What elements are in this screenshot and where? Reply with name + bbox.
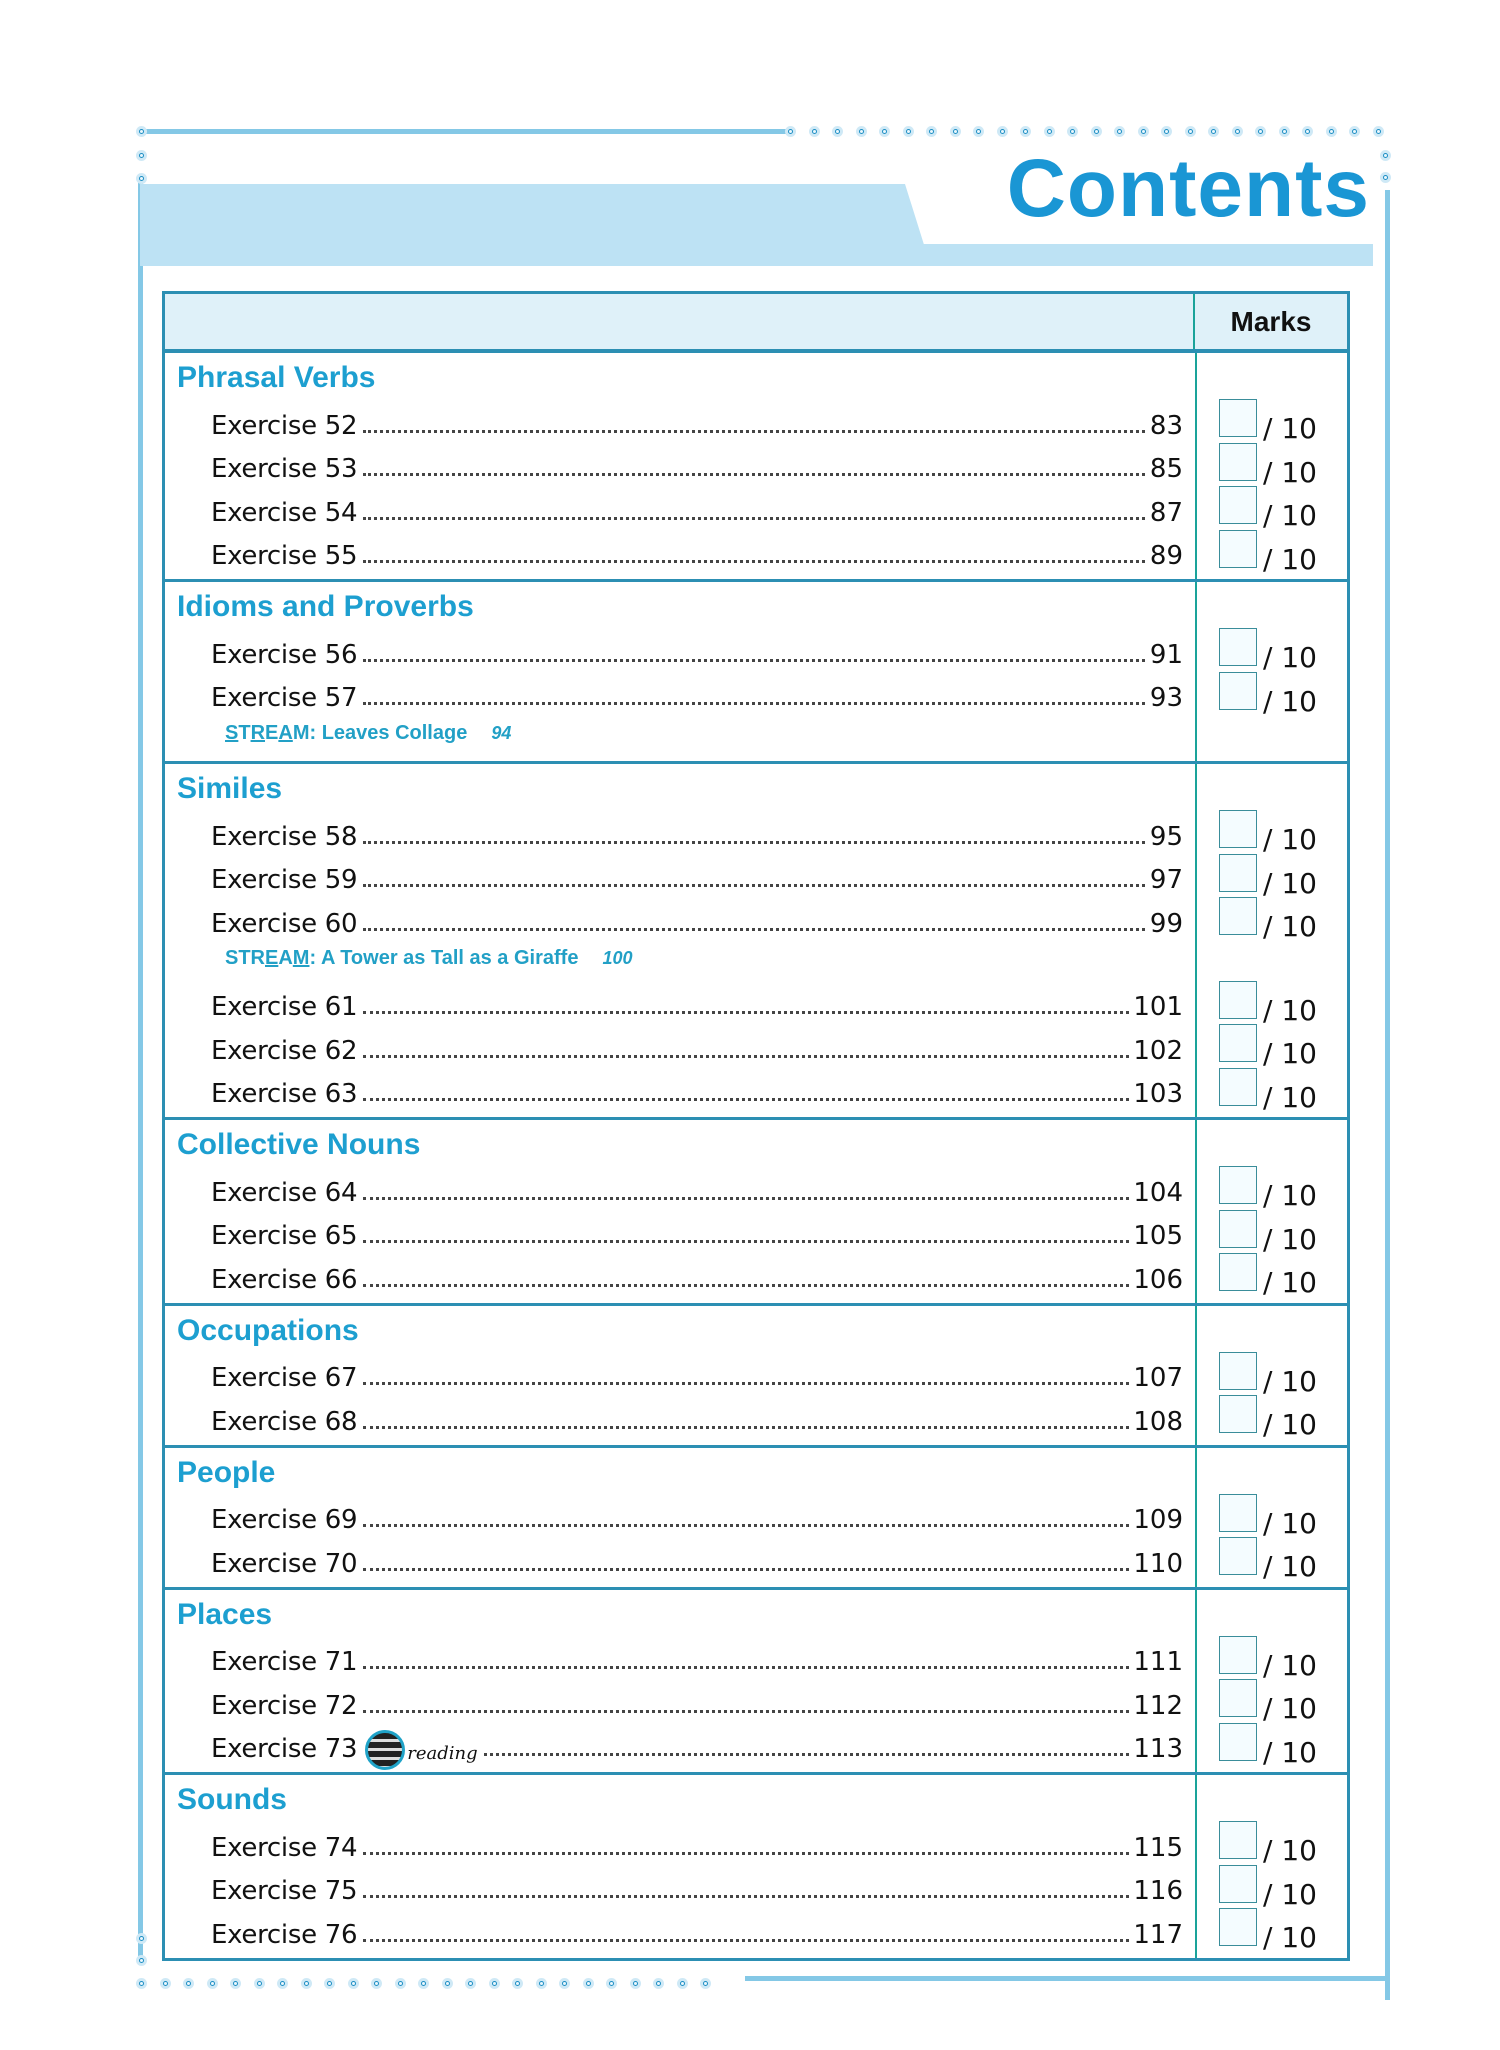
frame-dot xyxy=(136,150,147,161)
marks-entry xyxy=(1219,628,1317,674)
page-number: 83 xyxy=(1149,410,1183,441)
marks-entry xyxy=(1219,1253,1317,1299)
marks-entry xyxy=(1219,1494,1317,1540)
marks-input-box[interactable] xyxy=(1219,1166,1257,1204)
section-title: Collective Nouns xyxy=(177,1128,421,1161)
exercise-label: Exercise 76 xyxy=(211,1919,358,1950)
marks-out-of: / 10 xyxy=(1263,1648,1317,1682)
frame-dot xyxy=(136,1978,147,1989)
marks-out-of: / 10 xyxy=(1263,1877,1317,1911)
marks-out-of: / 10 xyxy=(1263,866,1317,900)
dot-leader xyxy=(363,1939,1129,1942)
frame-top-line xyxy=(145,129,790,134)
section-places xyxy=(165,1590,1347,1776)
page-number: 113 xyxy=(1133,1734,1183,1764)
frame-right-line xyxy=(1385,190,1390,2000)
dot-leader xyxy=(363,1055,1129,1058)
section-marks xyxy=(1195,1775,1347,1958)
section-similes xyxy=(165,764,1347,1120)
section-marks xyxy=(1195,1448,1347,1587)
exercise-label: Exercise 62 xyxy=(211,1035,358,1066)
frame-dot xyxy=(301,1978,312,1989)
exercise-label: Exercise 55 xyxy=(211,541,358,571)
section-marks xyxy=(1195,1590,1347,1773)
page-number: 89 xyxy=(1149,541,1183,571)
stream-activity-link[interactable] xyxy=(177,939,1183,979)
section-idioms-and-proverbs xyxy=(165,582,1347,764)
frame-dot xyxy=(1349,126,1360,137)
marks-input-box[interactable] xyxy=(1219,672,1257,710)
exercise-label: Exercise 54 xyxy=(211,497,358,528)
dot-leader xyxy=(363,659,1145,662)
marks-out-of: / 10 xyxy=(1263,1408,1317,1441)
frame-dot xyxy=(856,126,867,137)
exercise-row[interactable] xyxy=(177,1208,1183,1252)
exercise-label: Exercise 73 xyxy=(211,1734,358,1764)
frame-dot xyxy=(926,126,937,137)
exercise-row[interactable] xyxy=(177,895,1183,939)
stream-page-number: 100 xyxy=(602,948,633,968)
marks-entry xyxy=(1219,1865,1317,1911)
section-title: Sounds xyxy=(177,1783,287,1816)
marks-out-of: / 10 xyxy=(1263,1834,1317,1867)
frame-dot xyxy=(395,1978,406,1989)
frame-bottom-line xyxy=(745,1976,1390,1981)
page-number: 105 xyxy=(1133,1221,1183,1251)
page-number: 112 xyxy=(1133,1690,1183,1721)
frame-dot xyxy=(1279,126,1290,137)
section-topics xyxy=(165,582,1195,761)
marks-entry xyxy=(1219,854,1317,900)
section-marks xyxy=(1195,353,1347,579)
exercise-label: Exercise 69 xyxy=(211,1505,358,1535)
exercise-row[interactable] xyxy=(177,1164,1183,1208)
exercise-row[interactable] xyxy=(177,1634,1183,1678)
section-sounds xyxy=(165,1775,1347,1958)
frame-dot xyxy=(418,1978,429,1989)
marks-input-box[interactable] xyxy=(1219,399,1257,437)
dot-leader xyxy=(363,928,1145,931)
exercise-label: Exercise 58 xyxy=(211,821,358,852)
exercise-label: Exercise 53 xyxy=(211,454,358,484)
exercise-row[interactable] xyxy=(177,1066,1183,1110)
frame-dot xyxy=(536,1978,547,1989)
marks-input-box[interactable] xyxy=(1219,1865,1257,1903)
section-collective-nouns xyxy=(165,1120,1347,1306)
dot-leader xyxy=(363,1382,1129,1385)
frame-dot xyxy=(832,126,843,137)
table-header-marks: Marks xyxy=(1193,294,1347,349)
frame-dot xyxy=(160,1978,171,1989)
section-marks xyxy=(1195,764,1347,1117)
marks-out-of: / 10 xyxy=(1263,1364,1317,1398)
frame-dot xyxy=(1380,150,1391,161)
exercise-row[interactable] xyxy=(177,1819,1183,1863)
page-number: 99 xyxy=(1149,908,1183,939)
exercise-label: Exercise 57 xyxy=(211,683,358,713)
dot-leader xyxy=(363,1284,1129,1287)
section-topics xyxy=(165,1775,1195,1958)
marks-input-box[interactable] xyxy=(1219,1068,1257,1106)
marks-input-box[interactable] xyxy=(1219,1253,1257,1291)
section-people xyxy=(165,1448,1347,1590)
marks-out-of: / 10 xyxy=(1263,1080,1317,1114)
marks-out-of: / 10 xyxy=(1263,1037,1317,1070)
exercise-row[interactable] xyxy=(177,1350,1183,1394)
page-number: 103 xyxy=(1133,1079,1183,1109)
marks-out-of: / 10 xyxy=(1263,1506,1317,1540)
marks-input-box[interactable] xyxy=(1219,1636,1257,1674)
frame-dot xyxy=(136,126,147,137)
marks-entry xyxy=(1219,1723,1317,1769)
frame-dot xyxy=(973,126,984,137)
frame-dot xyxy=(997,126,1008,137)
frame-dot xyxy=(512,1978,523,1989)
marks-entry xyxy=(1219,443,1317,489)
page-number: 97 xyxy=(1149,865,1183,895)
marks-input-box[interactable] xyxy=(1219,443,1257,481)
marks-out-of: / 10 xyxy=(1263,1266,1317,1299)
section-title: Places xyxy=(177,1597,273,1631)
dot-leader xyxy=(363,1197,1129,1200)
dot-leader xyxy=(363,1098,1129,1101)
marks-out-of: / 10 xyxy=(1263,1550,1317,1583)
exercise-label: Exercise 60 xyxy=(211,908,358,939)
dot-leader xyxy=(363,884,1145,887)
frame-dot xyxy=(809,126,820,137)
exercise-row[interactable] xyxy=(177,626,1183,670)
stream-label: STREAM: Leaves Collage xyxy=(225,721,468,744)
dot-leader xyxy=(363,473,1145,476)
frame-dot xyxy=(136,173,147,184)
marks-input-box[interactable] xyxy=(1219,1210,1257,1248)
dot-leader xyxy=(363,1568,1129,1571)
exercise-row[interactable] xyxy=(177,1492,1183,1536)
marks-out-of: / 10 xyxy=(1263,542,1317,576)
section-topics xyxy=(165,1590,1195,1773)
frame-dot xyxy=(1138,126,1149,137)
marks-input-box[interactable] xyxy=(1219,1352,1257,1390)
frame-dot xyxy=(950,126,961,137)
frame-dot xyxy=(442,1978,453,1989)
section-marks xyxy=(1195,1306,1347,1445)
section-topics xyxy=(165,1448,1195,1587)
section-title: Phrasal Verbs xyxy=(177,361,376,394)
marks-input-box[interactable] xyxy=(1219,1024,1257,1062)
frame-dot xyxy=(1161,126,1172,137)
frame-dot xyxy=(230,1978,241,1989)
page-number: 115 xyxy=(1133,1832,1183,1863)
exercise-label: Exercise 72 xyxy=(211,1690,358,1721)
marks-out-of: / 10 xyxy=(1263,641,1317,674)
dot-leader xyxy=(363,517,1145,520)
exercise-row[interactable] xyxy=(177,1251,1183,1295)
exercise-row[interactable] xyxy=(177,1535,1183,1579)
dot-leader xyxy=(363,1666,1129,1669)
marks-entry xyxy=(1219,672,1317,718)
marks-input-box[interactable] xyxy=(1219,854,1257,892)
exercise-row[interactable] xyxy=(177,1393,1183,1437)
exercise-label: Exercise 71 xyxy=(211,1647,358,1677)
dot-leader xyxy=(363,841,1145,844)
exercise-row[interactable] xyxy=(177,441,1183,485)
exercise-row[interactable] xyxy=(177,979,1183,1023)
marks-entry xyxy=(1219,1908,1317,1954)
marks-out-of: / 10 xyxy=(1263,1921,1317,1954)
exercise-label: Exercise 67 xyxy=(211,1363,358,1393)
table-header xyxy=(165,294,1347,353)
section-title: Occupations xyxy=(177,1313,359,1347)
exercise-row[interactable] xyxy=(177,1863,1183,1907)
frame-dot xyxy=(136,1933,147,1944)
marks-entry xyxy=(1219,981,1317,1027)
marks-out-of: / 10 xyxy=(1263,455,1317,489)
frame-dot xyxy=(1044,126,1055,137)
marks-entry xyxy=(1219,1068,1317,1114)
frame-dot xyxy=(324,1978,335,1989)
marks-entry xyxy=(1219,1352,1317,1398)
marks-entry xyxy=(1219,1166,1317,1212)
frame-dot xyxy=(1255,126,1266,137)
exercise-label: Exercise 66 xyxy=(211,1264,358,1295)
marks-out-of: / 10 xyxy=(1263,1222,1317,1256)
section-title: Idioms and Proverbs xyxy=(177,590,474,623)
marks-out-of: / 10 xyxy=(1263,1179,1317,1212)
frame-dot xyxy=(136,1955,147,1966)
section-topics xyxy=(165,353,1195,579)
frame-dot xyxy=(630,1978,641,1989)
dot-leader xyxy=(484,1753,1130,1756)
frame-dot xyxy=(700,1978,711,1989)
dot-leader xyxy=(363,430,1145,433)
page-number: 91 xyxy=(1149,639,1183,670)
page-number: 101 xyxy=(1133,992,1183,1022)
exercise-label: Exercise 68 xyxy=(211,1406,358,1437)
marks-input-box[interactable] xyxy=(1219,1679,1257,1717)
marks-entry xyxy=(1219,897,1317,943)
marks-input-box[interactable] xyxy=(1219,530,1257,568)
frame-dot xyxy=(1232,126,1243,137)
marks-out-of: / 10 xyxy=(1263,499,1317,532)
section-marks xyxy=(1195,1120,1347,1303)
exercise-row[interactable] xyxy=(177,808,1183,852)
frame-dot xyxy=(785,126,796,137)
marks-input-box[interactable] xyxy=(1219,981,1257,1019)
frame-left-line xyxy=(138,180,143,1960)
page-number: 95 xyxy=(1149,821,1183,852)
section-title: People xyxy=(177,1455,276,1489)
page-number: 116 xyxy=(1133,1876,1183,1906)
frame-dot xyxy=(1114,126,1125,137)
frame-dot xyxy=(183,1978,194,1989)
exercise-row[interactable] xyxy=(177,1906,1183,1950)
marks-input-box[interactable] xyxy=(1219,1821,1257,1859)
marks-input-box[interactable] xyxy=(1219,628,1257,666)
marks-entry xyxy=(1219,399,1317,445)
marks-out-of: / 10 xyxy=(1263,823,1317,856)
exercise-row[interactable] xyxy=(177,528,1183,572)
table-header-topic xyxy=(165,294,1193,349)
contents-table xyxy=(162,291,1350,1961)
page-number: 93 xyxy=(1149,683,1183,713)
marks-entry xyxy=(1219,1395,1317,1441)
marks-input-box[interactable] xyxy=(1219,486,1257,524)
marks-out-of: / 10 xyxy=(1263,1735,1317,1769)
frame-dot xyxy=(1185,126,1196,137)
reading-badge-label: reading xyxy=(407,1743,478,1764)
marks-input-box[interactable] xyxy=(1219,1537,1257,1575)
page-number: 108 xyxy=(1133,1406,1183,1437)
marks-entry xyxy=(1219,1210,1317,1256)
frame-dot xyxy=(606,1978,617,1989)
exercise-row[interactable] xyxy=(177,1721,1183,1765)
dot-leader xyxy=(363,1524,1129,1527)
marks-entry xyxy=(1219,1537,1317,1583)
section-marks xyxy=(1195,582,1347,761)
exercise-label: Exercise 61 xyxy=(211,992,358,1022)
frame-dot xyxy=(465,1978,476,1989)
marks-entry xyxy=(1219,1024,1317,1070)
frame-dot xyxy=(348,1978,359,1989)
marks-out-of: / 10 xyxy=(1263,1692,1317,1725)
page-number: 106 xyxy=(1133,1264,1183,1295)
page-number: 107 xyxy=(1133,1363,1183,1393)
marks-input-box[interactable] xyxy=(1219,897,1257,935)
frame-dot xyxy=(1067,126,1078,137)
section-topics xyxy=(165,1120,1195,1303)
dot-leader xyxy=(363,1895,1129,1898)
exercise-label: Exercise 56 xyxy=(211,639,358,670)
marks-entry xyxy=(1219,530,1317,576)
marks-entry xyxy=(1219,810,1317,856)
exercise-label: Exercise 75 xyxy=(211,1876,358,1906)
dot-leader xyxy=(363,1852,1129,1855)
marks-out-of: / 10 xyxy=(1263,684,1317,718)
marks-entry xyxy=(1219,1679,1317,1725)
stream-activity-link[interactable] xyxy=(177,713,1183,753)
frame-dot xyxy=(254,1978,265,1989)
section-phrasal-verbs xyxy=(165,353,1347,582)
dot-leader xyxy=(363,1011,1129,1014)
marks-out-of: / 10 xyxy=(1263,993,1317,1027)
marks-entry xyxy=(1219,1821,1317,1867)
frame-dot xyxy=(653,1978,664,1989)
dot-leader xyxy=(363,1710,1129,1713)
frame-dot xyxy=(371,1978,382,1989)
page-number: 104 xyxy=(1133,1177,1183,1208)
marks-entry xyxy=(1219,1636,1317,1682)
frame-dot xyxy=(583,1978,594,1989)
exercise-row[interactable] xyxy=(177,670,1183,714)
sections-container xyxy=(165,353,1347,1958)
frame-dot xyxy=(489,1978,500,1989)
frame-dot xyxy=(903,126,914,137)
section-topics xyxy=(165,764,1195,1117)
page-title: Contents xyxy=(1006,143,1370,234)
page-number: 87 xyxy=(1149,497,1183,528)
stream-label: STREAM: A Tower as Tall as a Giraffe xyxy=(225,947,579,969)
marks-input-box[interactable] xyxy=(1219,1908,1257,1946)
marks-input-box[interactable] xyxy=(1219,1494,1257,1532)
frame-dot xyxy=(1208,126,1219,137)
section-title: Similes xyxy=(177,772,283,805)
reading-icon xyxy=(365,1730,405,1770)
page-number: 111 xyxy=(1133,1647,1183,1677)
frame-dot xyxy=(559,1978,570,1989)
frame-dot xyxy=(1091,126,1102,137)
exercise-label: Exercise 52 xyxy=(211,410,358,441)
exercise-label: Exercise 70 xyxy=(211,1548,358,1579)
page-number: 102 xyxy=(1133,1035,1183,1066)
exercise-label: Exercise 63 xyxy=(211,1079,358,1109)
frame-dot xyxy=(1373,126,1384,137)
page-number: 110 xyxy=(1133,1548,1183,1579)
frame-dot xyxy=(1302,126,1313,137)
reading-badge xyxy=(365,1730,477,1764)
exercise-label: Exercise 65 xyxy=(211,1221,358,1251)
exercise-label: Exercise 74 xyxy=(211,1832,358,1863)
page-number: 109 xyxy=(1133,1505,1183,1535)
stream-page-number: 94 xyxy=(491,722,512,743)
frame-dot xyxy=(1020,126,1031,137)
dot-leader xyxy=(363,1240,1129,1243)
exercise-label: Exercise 64 xyxy=(211,1177,358,1208)
marks-input-box[interactable] xyxy=(1219,1395,1257,1433)
frame-dot xyxy=(677,1978,688,1989)
marks-input-box[interactable] xyxy=(1219,810,1257,848)
marks-input-box[interactable] xyxy=(1219,1723,1257,1761)
exercise-row[interactable] xyxy=(177,397,1183,441)
page-number: 117 xyxy=(1133,1919,1183,1950)
marks-entry xyxy=(1219,486,1317,532)
section-occupations xyxy=(165,1306,1347,1448)
frame-dot xyxy=(1380,172,1391,183)
marks-out-of: / 10 xyxy=(1263,910,1317,943)
dot-leader xyxy=(363,1426,1129,1429)
frame-dot xyxy=(207,1978,218,1989)
dot-leader xyxy=(363,560,1145,563)
section-topics xyxy=(165,1306,1195,1445)
frame-dot xyxy=(1326,126,1337,137)
exercise-row[interactable] xyxy=(177,852,1183,896)
exercise-row[interactable] xyxy=(177,1677,1183,1721)
page-number: 85 xyxy=(1149,454,1183,484)
dot-leader xyxy=(363,702,1145,705)
exercise-row[interactable] xyxy=(177,1022,1183,1066)
frame-dot xyxy=(277,1978,288,1989)
marks-out-of: / 10 xyxy=(1263,412,1317,445)
frame-dot xyxy=(879,126,890,137)
exercise-row[interactable] xyxy=(177,484,1183,528)
exercise-label: Exercise 59 xyxy=(211,865,358,895)
